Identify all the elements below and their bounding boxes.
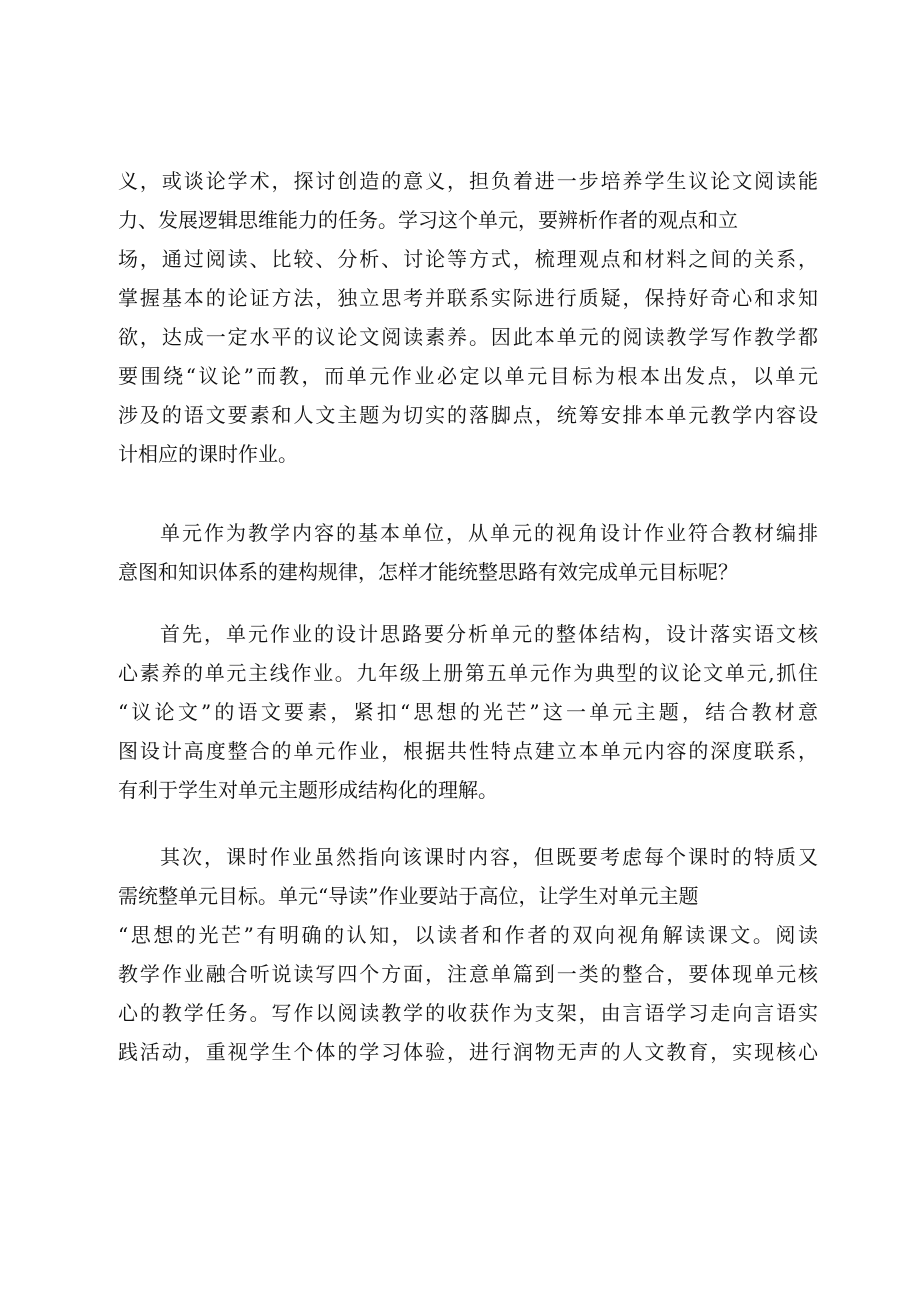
- paragraph-line: “思想的光芒”有明确的认知，以读者和作者的双向视角解读课文。阅读: [118, 923, 818, 947]
- paragraph-line: 掌握基本的论证方法，独立思考并联系实际进行质疑，保持好奇心和求知: [118, 286, 818, 310]
- paragraph-line: 单元作为教学内容的基本单位，从单元的视角设计作业符合教材编排: [160, 521, 818, 545]
- paragraph-line: 场，通过阅读、比较、分析、讨论等方式，梳理观点和材料之间的关系，: [118, 247, 818, 271]
- paragraph-line: 要围绕“议论”而教，而单元作业必定以单元目标为根本出发点，以单元: [118, 364, 818, 388]
- paragraph-line: 义，或谈论学术，探讨创造的意义，担负着进一步培养学生议论文阅读能: [118, 169, 818, 193]
- paragraph-4: [118, 838, 818, 1072]
- paragraph-2: [118, 514, 818, 592]
- paragraph-line: 意图和知识体系的建构规律，怎样才能统整思路有效完成单元目标呢？: [118, 560, 738, 584]
- paragraph-line: 心的教学任务。写作以阅读教学的收获作为支架，由言语学习走向言语实: [118, 1001, 818, 1025]
- paragraph-line: 涉及的语文要素和人文主题为切实的落脚点，统筹安排本单元教学内容设: [118, 403, 818, 427]
- paragraph-1: [118, 162, 818, 474]
- paragraph-line: 教学作业融合听说读写四个方面，注意单篇到一类的整合，要体现单元核: [118, 962, 818, 986]
- paragraph-line: 计相应的课时作业。: [118, 442, 298, 466]
- paragraph-line: 心素养的单元主线作业。九年级上册第五单元作为典型的议论文单元,抓住: [118, 661, 818, 685]
- paragraph-3: [118, 615, 818, 810]
- paragraph-line: 首先，单元作业的设计思路要分析单元的整体结构，设计落实语文核: [160, 622, 818, 646]
- paragraph-line: 有利于学生对单元主题形成结构化的理解。: [118, 778, 498, 802]
- paragraph-line: 图设计高度整合的单元作业，根据共性特点建立本单元内容的深度联系，: [118, 739, 818, 763]
- paragraph-line: 力、发展逻辑思维能力的任务。学习这个单元，要辨析作者的观点和立: [118, 208, 738, 232]
- paragraph-line: “议论文”的语文要素，紧扣“思想的光芒”这一单元主题，结合教材意: [118, 700, 818, 724]
- paragraph-line: 践活动，重视学生个体的学习体验，进行润物无声的人文教育，实现核心: [118, 1040, 818, 1064]
- paragraph-line: 其次，课时作业虽然指向该课时内容，但既要考虑每个课时的特质又: [160, 845, 818, 869]
- paragraph-line: 欲，达成一定水平的议论文阅读素养。因此本单元的阅读教学写作教学都: [118, 325, 818, 349]
- paragraph-line: 需统整单元目标。单元“导读”作业要站于高位，让学生对单元主题: [118, 884, 699, 908]
